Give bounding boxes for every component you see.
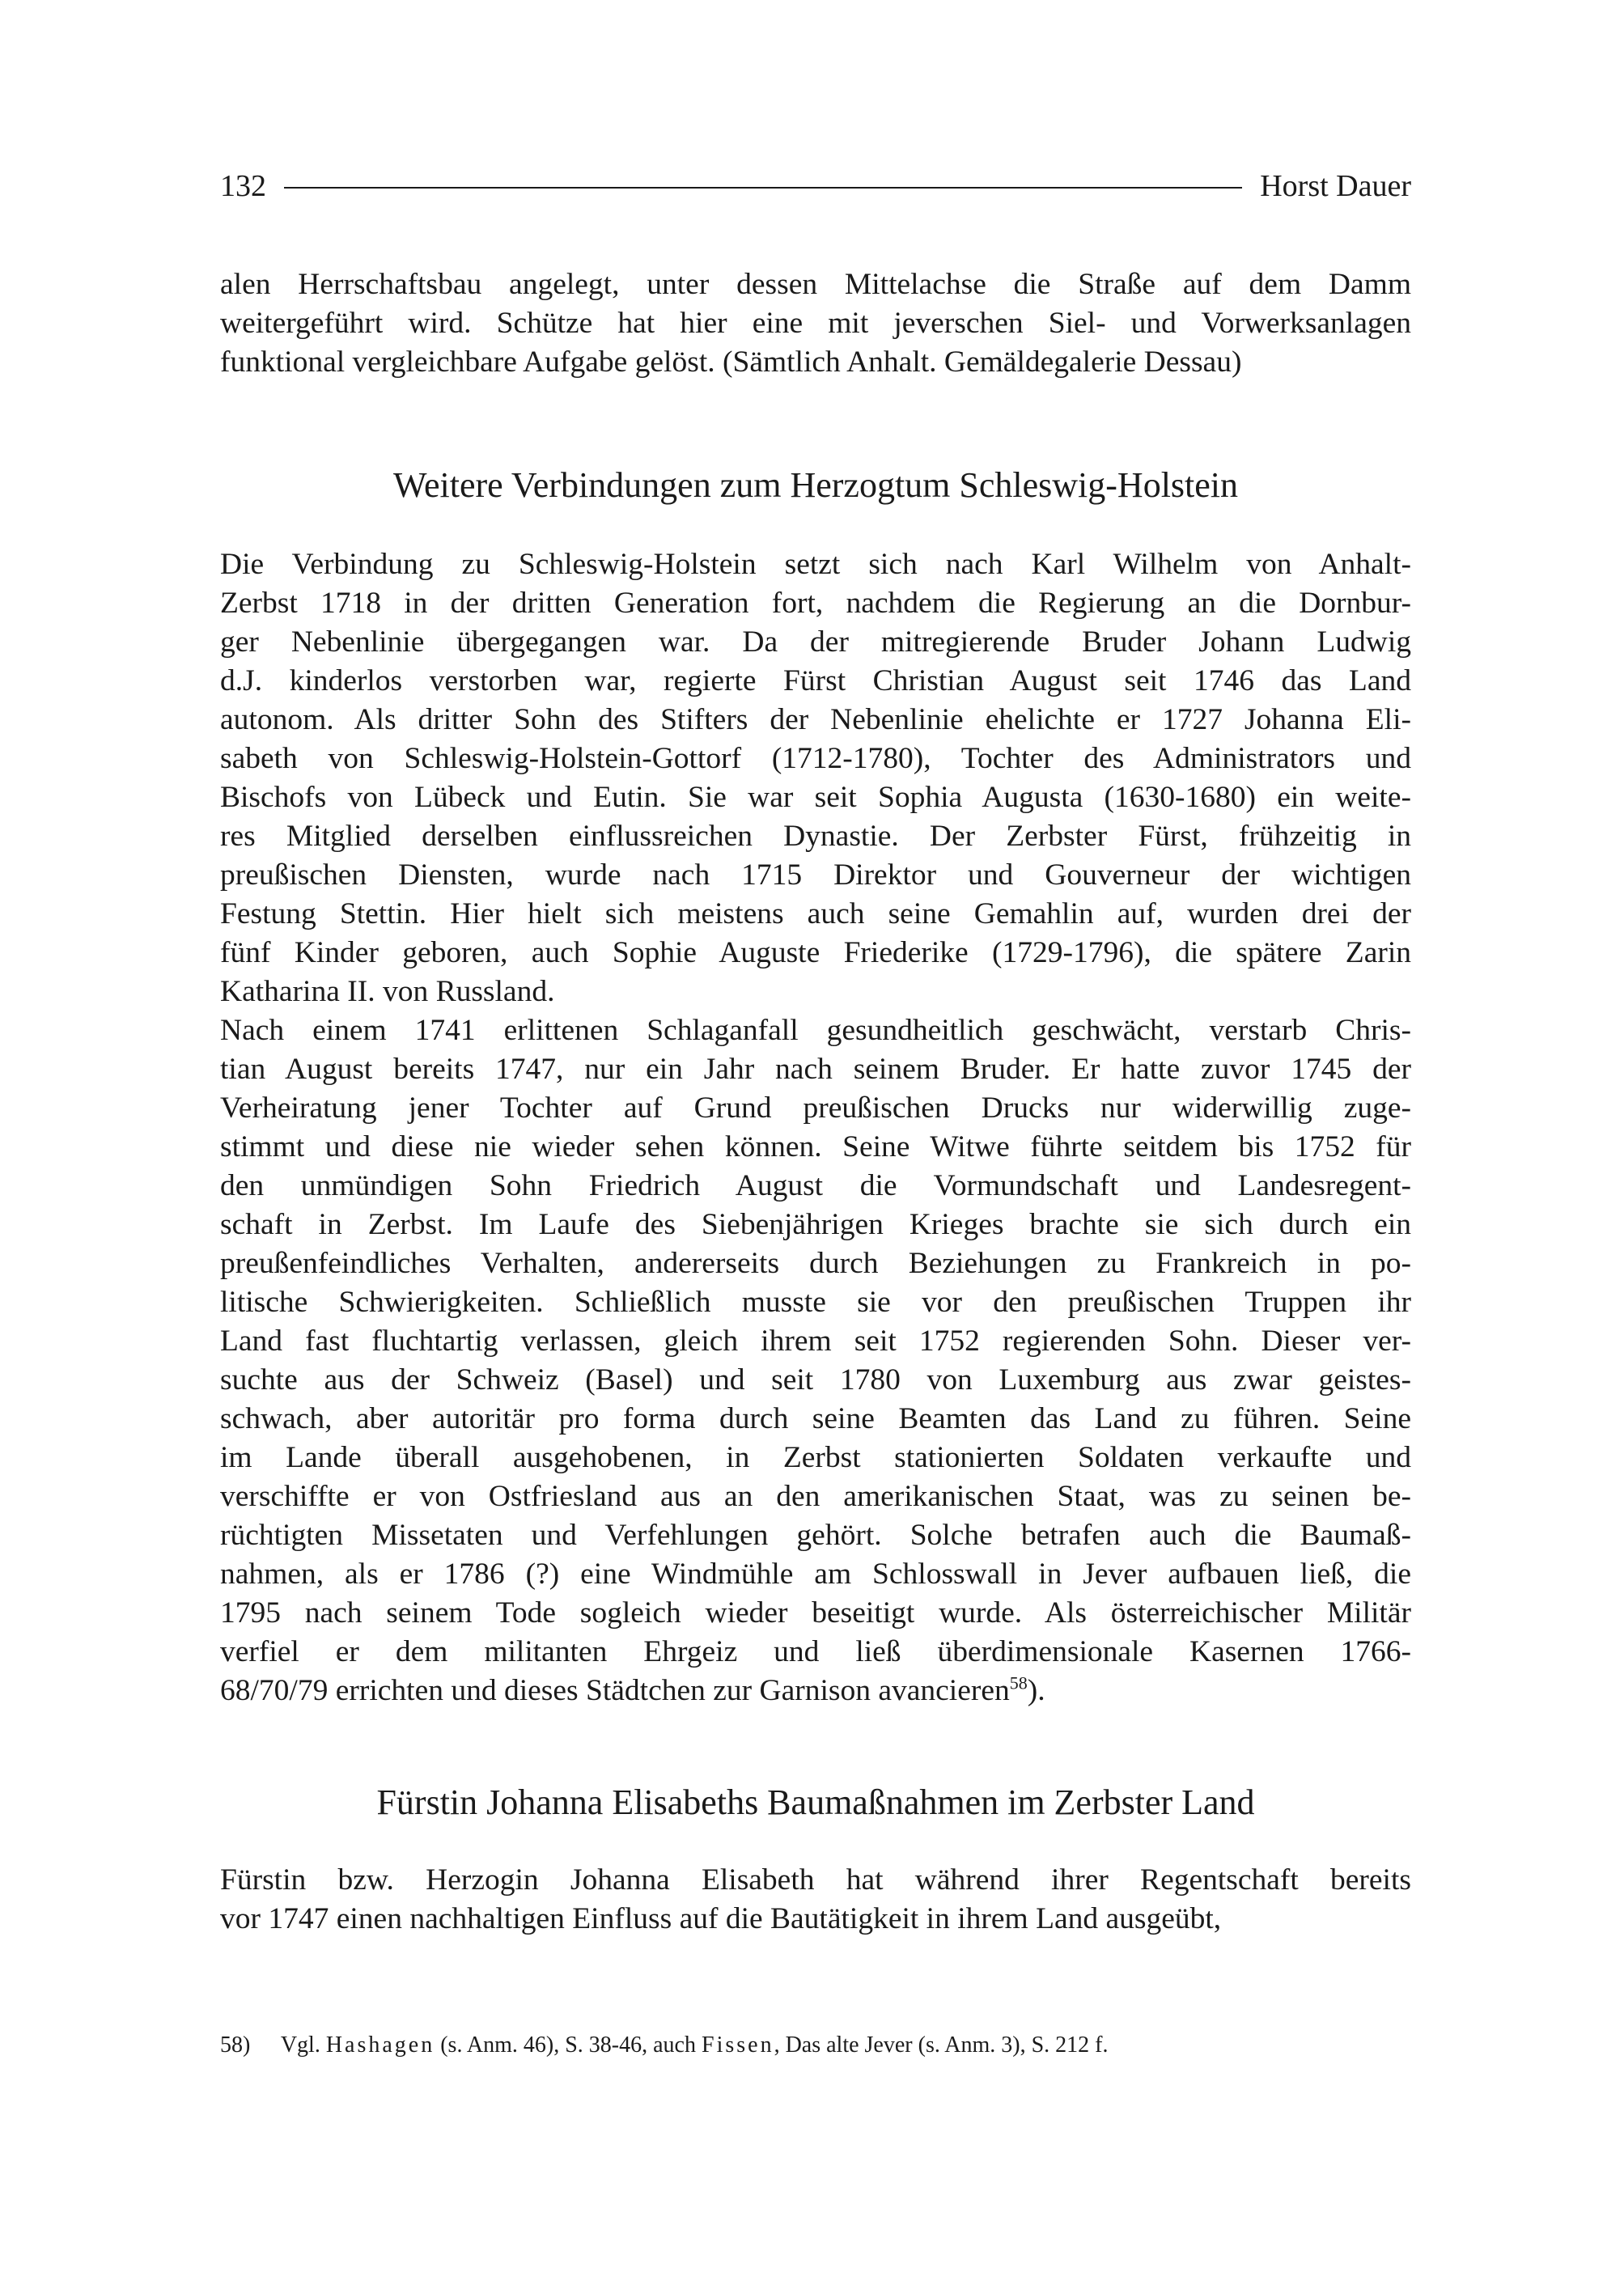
header-rule (284, 187, 1242, 189)
text-line: Fürstin bzw. Herzogin Johanna Elisabeth hat während ihrer Regentschaft bereits (220, 1863, 1411, 1897)
text-line: tian August bereits 1747, nur ein Jahr nach seinem Bruder. Er hatte zuvor 1745 der (220, 1053, 1411, 1086)
text-line: Die Verbindung zu Schleswig-Holstein setzt sich nach Karl Wilhelm von Anhalt- (220, 548, 1411, 581)
text-line: vor 1747 einen nachhaltigen Einfluss auf die Bautätigkeit in ihrem Land ausgeübt, (220, 1902, 1222, 1935)
text-line: sabeth von Schleswig-Holstein-Gottorf (1712-1780), Tochter des Administrators und (220, 742, 1411, 775)
text-line (220, 1672, 1411, 1710)
body-paragraph (220, 1861, 1411, 1939)
text-line: alen Herrschaftsbau angelegt, unter dessen Mittelachse die Straße auf dem Damm (220, 268, 1411, 301)
text-line: preußenfeindliches Verhalten, andererseits durch Beziehungen zu Frankreich in po- (220, 1247, 1411, 1280)
text-line: verfiel er dem militanten Ehrgeiz und ließ überdimensionale Kasernen 1766- (220, 1635, 1411, 1668)
text-line: Bischofs von Lübeck und Eutin. Sie war seit Sophia Augusta (1630-1680) ein weite- (220, 781, 1411, 814)
text-line: res Mitglied derselben einflussreichen Dynastie. Der Zerbster Fürst, frühzeitig in (220, 820, 1411, 853)
text-line: ger Nebenlinie übergegangen war. Da der mitregierende Bruder Johann Ludwig (220, 625, 1411, 659)
text-line: Zerbst 1718 in der dritten Generation fort, nachdem die Regierung an die Dornbur- (220, 587, 1411, 620)
section-heading: Weitere Verbindungen zum Herzogtum Schleswig-Holstein (392, 465, 1239, 505)
text-line: schwach, aber autoritär pro forma durch seine Beamten das Land zu führen. Seine (220, 1402, 1411, 1435)
text-line: Katharina II. von Russland. (220, 975, 555, 1008)
text-line: Land fast fluchtartig verlassen, gleich ihrem seit 1752 regierenden Sohn. Dieser ver- (220, 1325, 1411, 1358)
text-line: den unmündigen Sohn Friedrich August die Vormundschaft und Landesregent- (220, 1169, 1411, 1202)
footnote-text: Vgl. (280, 2032, 320, 2058)
text-line: litische Schwierigkeiten. Schließlich musste sie vor den preußischen Truppen ihr (220, 1286, 1411, 1319)
text-line: weitergeführt wird. Schütze hat hier eine mit jeverschen Siel- und Vorwerksanlagen (220, 307, 1411, 340)
footnote-author: Hashagen (325, 2032, 435, 2058)
line-text: ). (1027, 1674, 1045, 1707)
footnote-text: (s. Anm. 46), S. 38-46, auch (440, 2032, 696, 2058)
body-paragraph (220, 1011, 1411, 1710)
text-line: stimmt und diese nie wieder sehen können. Seine Witwe führte seitdem bis 1752 für (220, 1130, 1411, 1163)
body-paragraph (220, 545, 1411, 1011)
section-heading: Fürstin Johanna Elisabeths Baumaßnahmen im Zerbster Land (376, 1782, 1255, 1822)
text-line: verschiffte er von Ostfriesland aus an den amerikanischen Staat, was zu seinen be- (220, 1480, 1411, 1513)
text-line: rüchtigten Missetaten und Verfehlungen gehört. Solche betrafen auch die Baumaß- (220, 1519, 1411, 1552)
line-text: 68/70/79 errichten und dieses Städtchen zur Garnison avancieren (220, 1674, 1010, 1707)
intro-paragraph (220, 265, 1411, 382)
footnote-author: Fissen (702, 2032, 774, 2058)
text-line: preußischen Diensten, wurde nach 1715 Direktor und Gouverneur der wichtigen (220, 858, 1411, 892)
text-line: im Lande überall ausgehobenen, in Zerbst stationierten Soldaten verkaufte und (220, 1441, 1411, 1474)
text-line: 1795 nach seinem Tode sogleich wieder beseitigt wurde. Als österreichischer Militär (220, 1596, 1411, 1630)
text-line: autonom. Als dritter Sohn des Stifters der Nebenlinie ehelichte er 1727 Johanna Eli- (220, 703, 1411, 736)
text-line: suchte aus der Schweiz (Basel) und seit 1780 von Luxemburg aus zwar geistes- (220, 1363, 1411, 1397)
text-line: Festung Stettin. Hier hielt sich meistens auch seine Gemahlin auf, wurden drei der (220, 897, 1411, 930)
footnote-text: , Das alte Jever (s. Anm. 3), S. 212 f. (774, 2032, 1109, 2058)
page-number: 132 (220, 169, 266, 203)
running-header (220, 166, 1411, 206)
text-line: Nach einem 1741 erlittenen Schlaganfall gesundheitlich geschwächt, verstarb Chris- (220, 1014, 1411, 1047)
footnote-reference[interactable]: 58 (1009, 1672, 1028, 1693)
footnote (220, 2031, 1411, 2060)
text-line: nahmen, als er 1786 (?) eine Windmühle am Schlosswall in Jever aufbauen ließ, die (220, 1558, 1411, 1591)
text-line: schaft in Zerbst. Im Laufe des Siebenjährigen Krieges brachte sie sich durch ein (220, 1208, 1411, 1241)
running-author: Horst Dauer (1260, 169, 1411, 203)
text-line: funktional vergleichbare Aufgabe gelöst. (Sämtlich Anhalt. Gemäldegalerie Dessau) (220, 345, 1242, 379)
text-line: d.J. kinderlos verstorben war, regierte Fürst Christian August seit 1746 das Land (220, 664, 1411, 697)
footnote-number: 58) (220, 2032, 251, 2058)
text-line: Verheiratung jener Tochter auf Grund preußischen Drucks nur widerwillig zuge- (220, 1091, 1411, 1125)
text-line: fünf Kinder geboren, auch Sophie Auguste Friederike (1729-1796), die spätere Zarin (220, 936, 1411, 969)
